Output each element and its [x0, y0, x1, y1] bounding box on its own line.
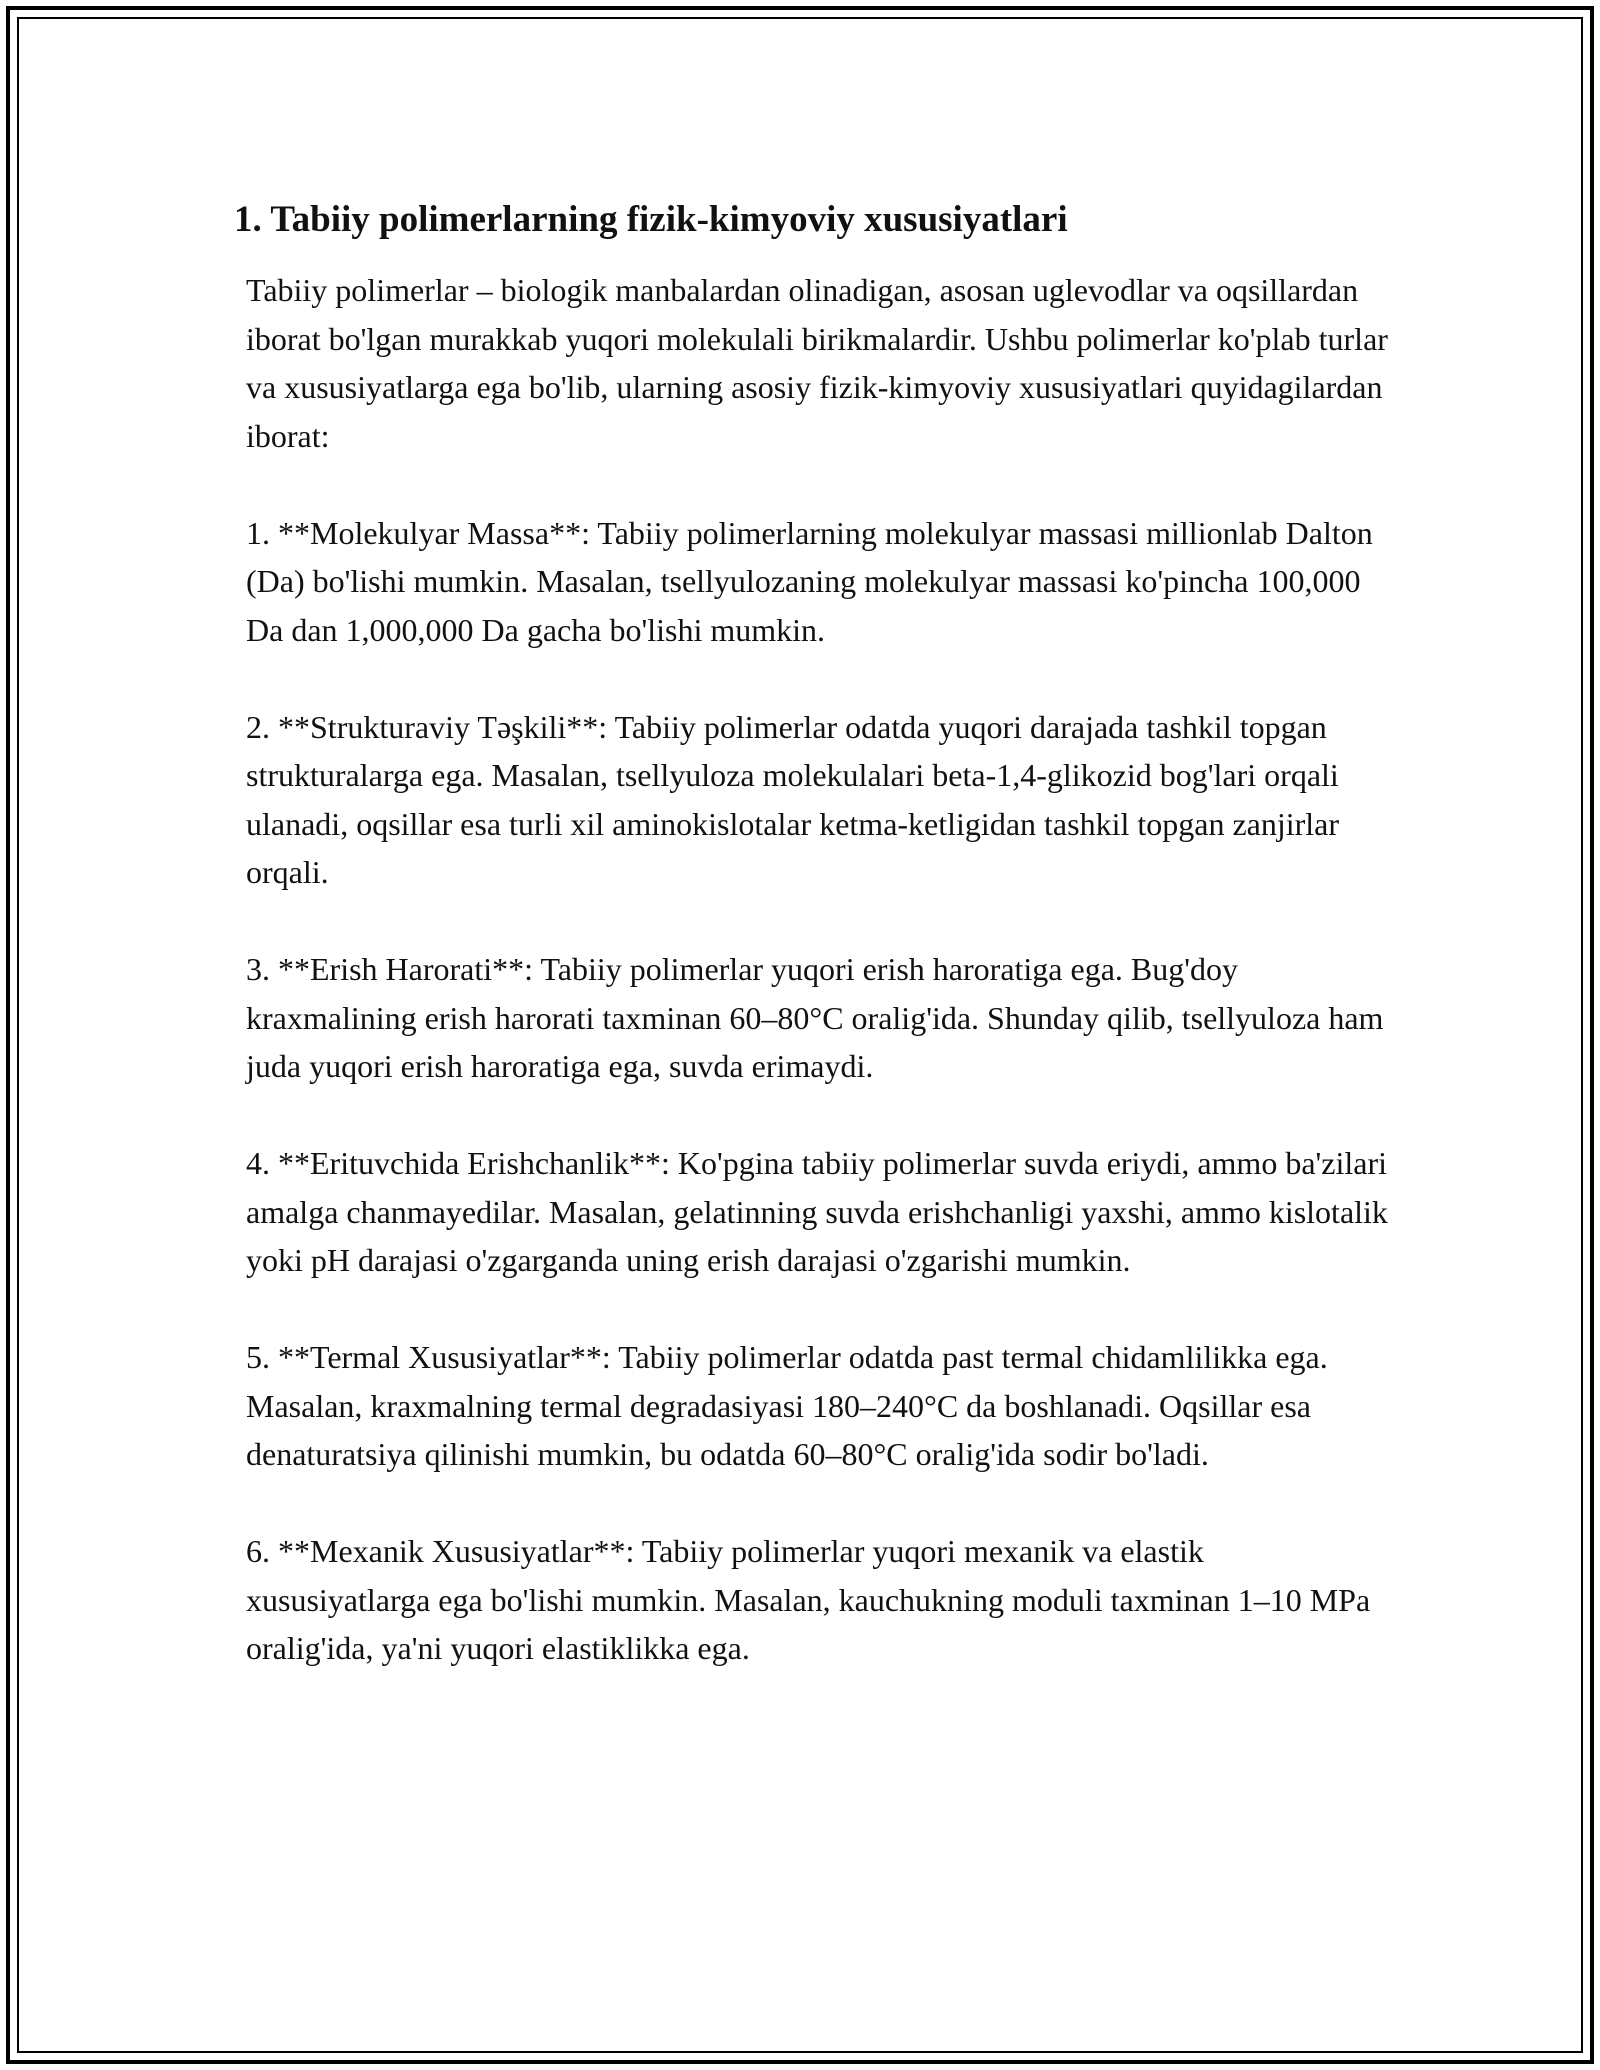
- list-item: 5. **Termal Xususiyatlar**: Tabiiy polimerlar odatda past termal chidamlilikka ega. Masalan, kraxmalning termal degradasiyasi 180–240°C da boshlanadi. Oqsillar esa denaturatsiya qilinishi mumkin, bu odatda 60–80°C oralig'ida sodir bo'ladi.: [246, 1339, 1328, 1472]
- list-item: 6. **Mexanik Xususiyatlar**: Tabiiy polimerlar yuqori mexanik va elastik xususiyatlarga ega bo'lishi mumkin. Masalan, kauchukning moduli taxminan 1–10 MPa oralig'ida, ya'ni yuqori elastiklikka ega.: [246, 1533, 1371, 1666]
- list-item: 2. **Strukturaviy Təşkili**: Tabiiy polimerlar odatda yuqori darajada tashkil topgan strukturalarga ega. Masalan, tsellyuloza molekulalari beta-1,4-glikozid bog'lari orqali ulanadi, oqsillar esa turli xil aminokislotalar ketma-ketligidan tashkil topgan zanjirlar orqali.: [246, 708, 1340, 890]
- document-title: 1. Tabiiy polimerlarning fizik-kimyoviy xususiyatlari: [234, 199, 1068, 240]
- document-body: [232, 196, 1392, 1721]
- intro-paragraph: Tabiiy polimerlar – biologik manbalardan olinadigan, asosan uglevodlar va oqsillardan iborat bo'lgan murakkab yuqori molekulali birikmalardir. Ushbu polimerlar ko'plab turlar va xususiyatlarga ega bo'lib, ularning asosiy fizik-kimyoviy xususiyatlari quyidagilardan iborat:: [246, 272, 1388, 454]
- list-item: 3. **Erish Harorati**: Tabiiy polimerlar yuqori erish haroratiga ega. Bug'doy kraxmalining erish harorati taxminan 60–80°C oralig'ida. Shunday qilib, tsellyuloza ham juda yuqori erish haroratiga ega, suvda erimaydi.: [246, 951, 1384, 1084]
- list-item: 1. **Molekulyar Massa**: Tabiiy polimerlarning molekulyar massasi millionlab Dalton (Da) bo'lishi mumkin. Masalan, tsellyulozaning molekulyar massasi ko'pincha 100,000 Da dan 1,000,000 Da gacha bo'lishi mumkin.: [246, 514, 1373, 648]
- list-item: 4. **Erituvchida Erishchanlik**: Ko'pgina tabiiy polimerlar suvda eriydi, ammo ba'zilari amalga chanmayedilar. Masalan, gelatinning suvda erishchanligi yaxshi, ammo kislotalik yoki pH darajasi o'zgarganda uning erish darajasi o'zgarishi mumkin.: [246, 1145, 1388, 1278]
- page-frame: [6, 6, 1594, 2064]
